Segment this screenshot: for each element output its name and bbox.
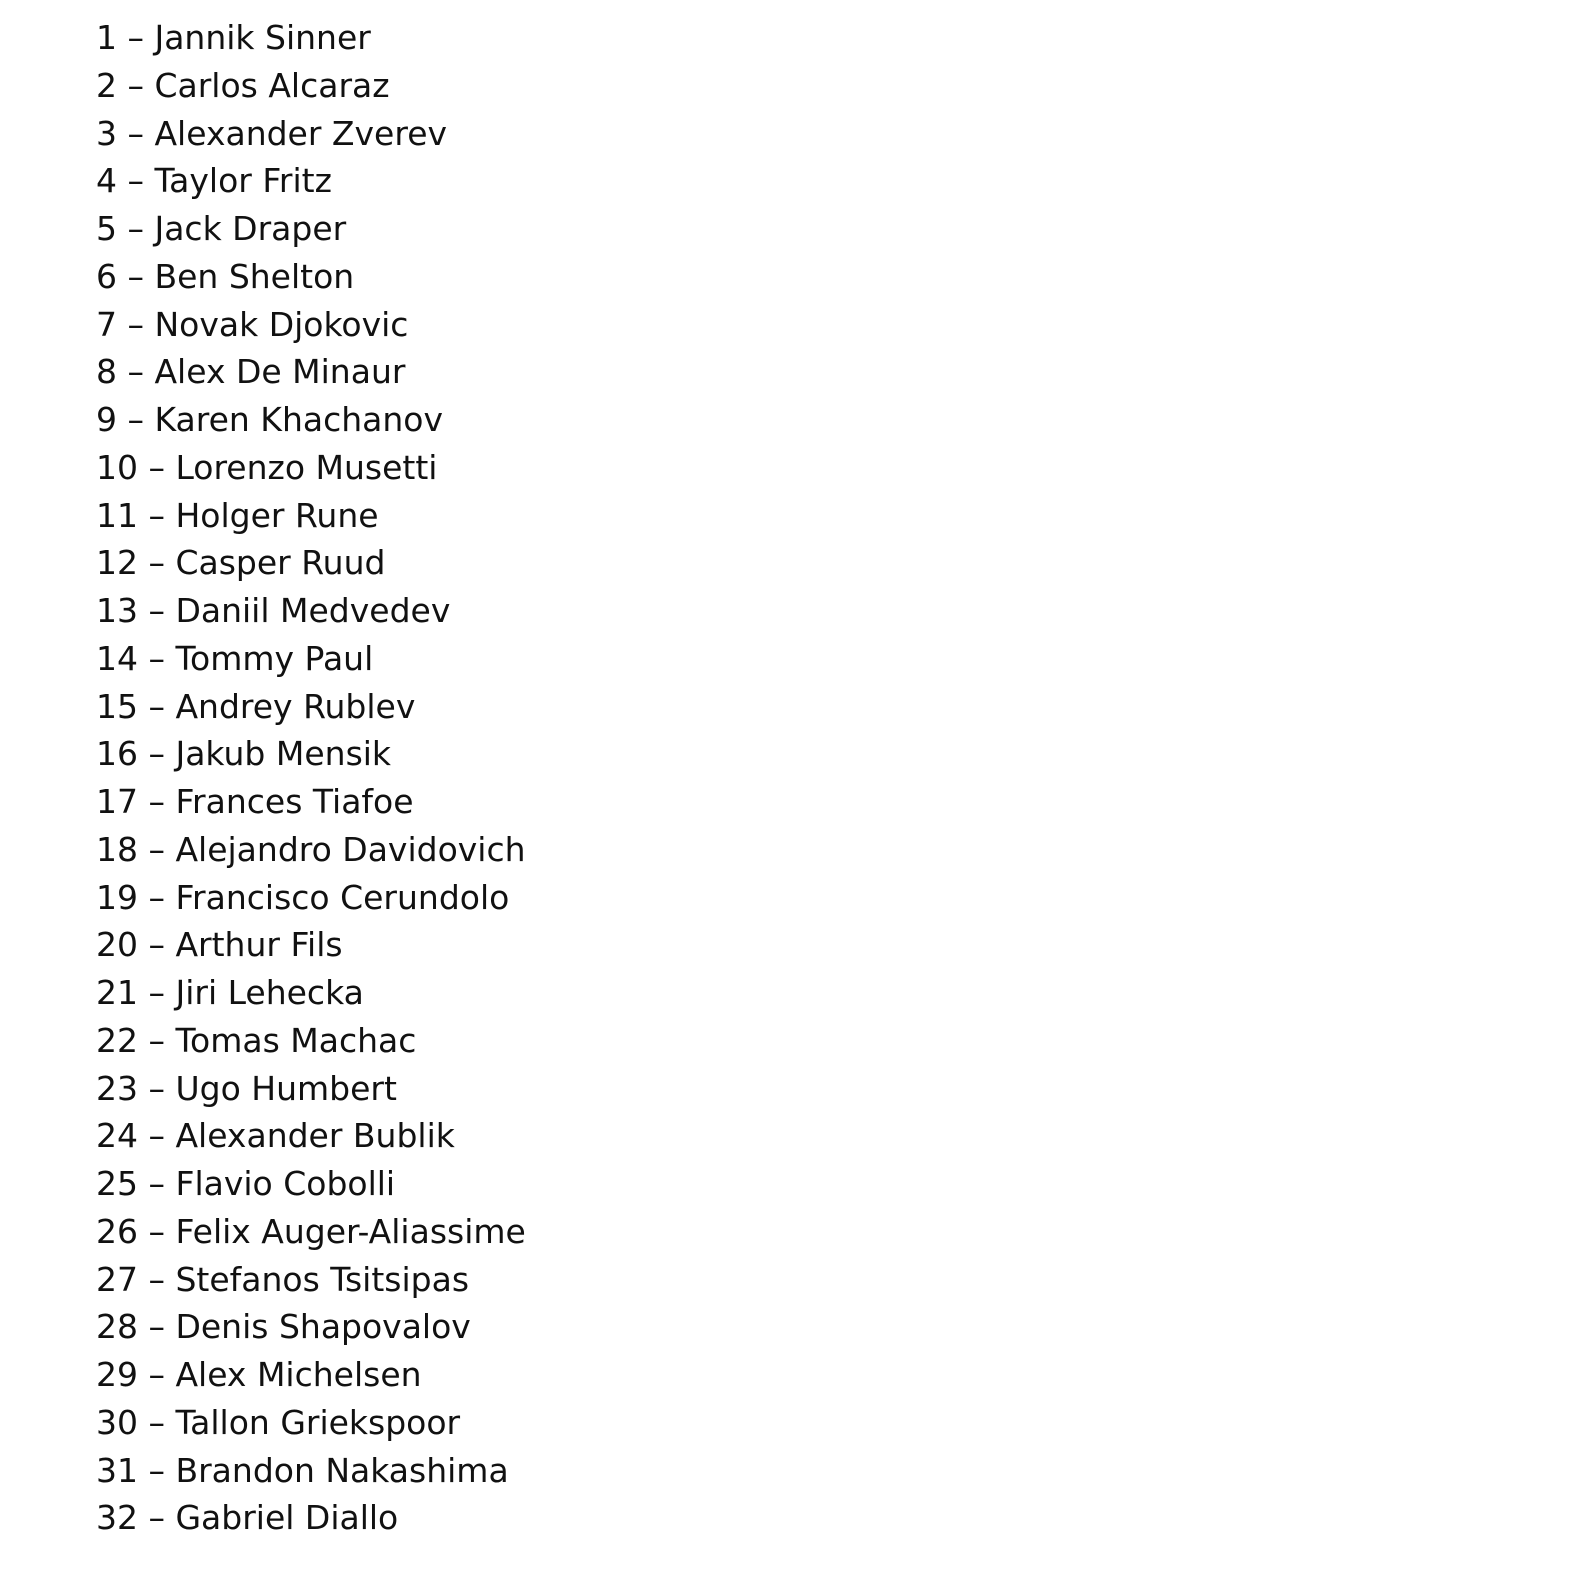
ranking-row: 28 – Denis Shapovalov (96, 1307, 471, 1347)
ranking-row: 19 – Francisco Cerundolo (96, 877, 510, 917)
ranking-row: 16 – Jakub Mensik (96, 734, 392, 774)
ranking-row: 8 – Alex De Minaur (96, 352, 406, 392)
ranking-row: 5 – Jack Draper (96, 209, 347, 248)
ranking-row: 3 – Alexander Zverev (96, 113, 448, 153)
ranking-row: 9 – Karen Khachanov (96, 400, 443, 439)
ranking-row: 24 – Alexander Bublik (96, 1116, 455, 1156)
ranking-row: 26 – Felix Auger-Aliassime (96, 1211, 526, 1251)
ranking-row: 12 – Casper Ruud (96, 543, 386, 583)
ranking-row: 15 – Andrey Rublev (96, 686, 416, 726)
ranking-row: 1 – Jannik Sinner (96, 18, 371, 57)
ranking-row: 2 – Carlos Alcaraz (96, 65, 390, 105)
ranking-row: 17 – Frances Tiafoe (96, 782, 414, 821)
ranking-row: 18 – Alejandro Davidovich (96, 829, 526, 869)
ranking-row: 6 – Ben Shelton (96, 256, 355, 296)
ranking-row: 31 – Brandon Nakashima (96, 1450, 509, 1490)
ranking-row: 23 – Ugo Humbert (96, 1068, 397, 1108)
ranking-row: 22 – Tomas Machac (96, 1020, 417, 1060)
ranking-row: 4 – Taylor Fritz (96, 161, 332, 201)
ranking-row: 11 – Holger Rune (96, 495, 379, 535)
ranking-row: 27 – Stefanos Tsitsipas (96, 1259, 470, 1299)
ranking-row: 7 – Novak Djokovic (96, 304, 409, 344)
ranking-row: 32 – Gabriel Diallo (96, 1498, 399, 1538)
ranking-row: 25 – Flavio Cobolli (96, 1164, 396, 1203)
ranking-row: 29 – Alex Michelsen (96, 1355, 422, 1394)
ranking-row: 13 – Daniil Medvedev (96, 591, 451, 630)
ranking-row: 21 – Jiri Lehecka (96, 973, 364, 1012)
ranking-list (96, 14, 526, 1542)
ranking-row: 20 – Arthur Fils (96, 925, 343, 965)
ranking-row: 10 – Lorenzo Musetti (96, 447, 438, 487)
ranking-row: 14 – Tommy Paul (96, 638, 374, 678)
ranking-row: 30 – Tallon Griekspoor (96, 1402, 461, 1442)
